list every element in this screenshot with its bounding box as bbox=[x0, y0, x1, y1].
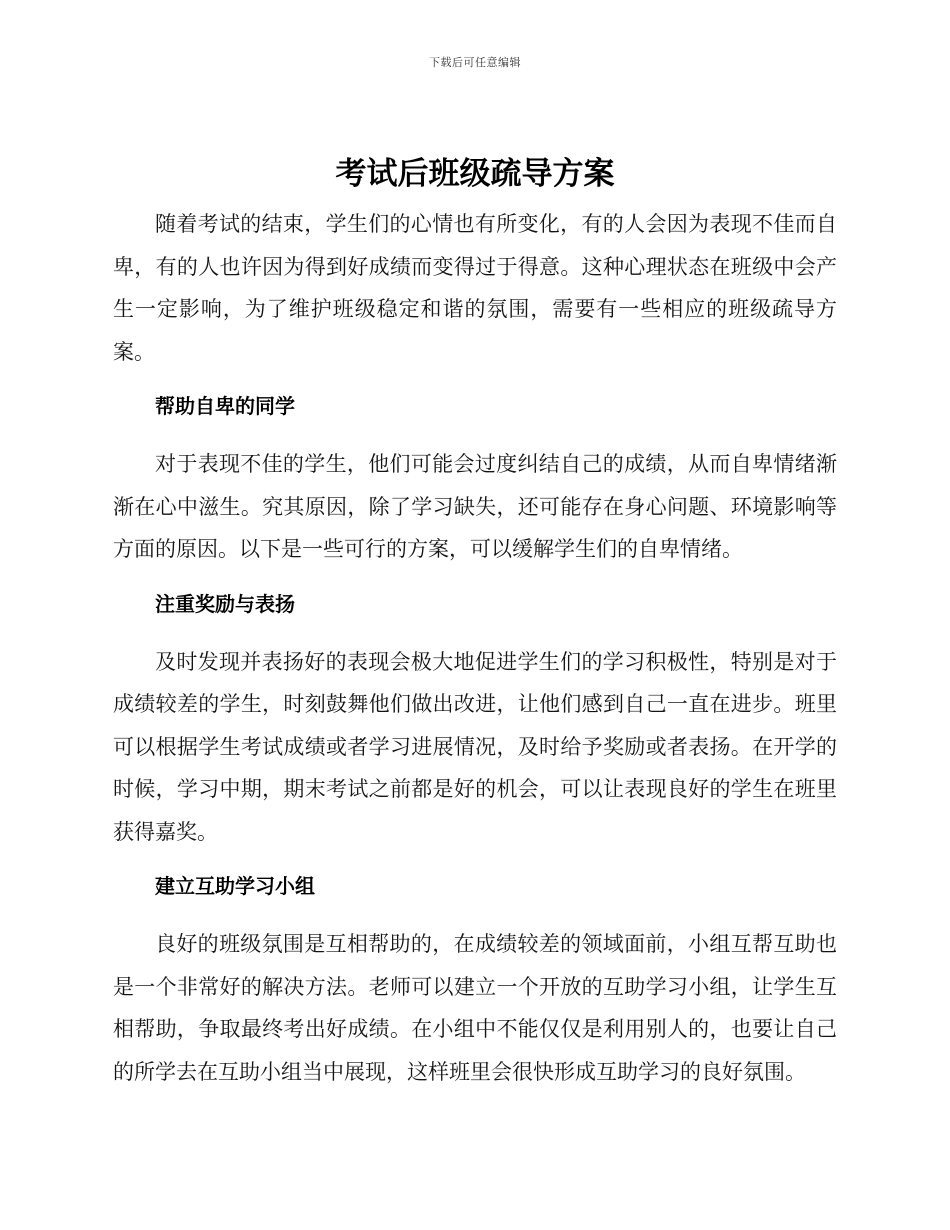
section-paragraph: 及时发现并表扬好的表现会极大地促进学生们的学习积极性，特别是对于成绩较差的学生，时刻鼓舞他们做出改进，让他们感到自己一直在进步。班里可以根据学生考试成绩或者学习进展情况，及时给予奖励或者表扬。在开学的时候，学习中期，期末考试之前都是好的机会，可以让表现良好的学生在班里获得嘉奖。 bbox=[113, 649, 837, 844]
section-reward-praise bbox=[113, 583, 837, 854]
document-title: 考试后班级疏导方案 bbox=[335, 156, 615, 192]
document-body bbox=[113, 203, 837, 1093]
section-heading: 帮助自卑的同学 bbox=[155, 394, 295, 418]
section-heading: 建立互助学习小组 bbox=[155, 874, 315, 898]
section-study-group bbox=[113, 865, 837, 1093]
section-heading: 注重奖励与表扬 bbox=[155, 591, 295, 616]
header-note: 下载后可任意编辑 bbox=[429, 56, 521, 69]
section-paragraph: 良好的班级氛围是互相帮助的，在成绩较差的领域面前，小组互帮互助也是一个非常好的解决方法。老师可以建立一个开放的互助学习小组，让学生互相帮助，争取最终考出好成绩。在小组中不能仅仅是利用别人的，也要让自己的所学去在互助小组当中展现，这样班里会很快形成互助学习的良好氛围。 bbox=[113, 932, 837, 1084]
section-self-esteem bbox=[113, 385, 837, 571]
intro-paragraph: 随着考试的结束，学生们的心情也有所变化，有的人会因为表现不佳而自卑，有的人也许因为得到好成绩而变得过于得意。这种心理状态在班级中会产生一定影响，为了维护班级稳定和谐的氛围，需要有一些相应的班级疏导方案。 bbox=[113, 212, 837, 364]
section-paragraph: 对于表现不佳的学生，他们可能会过度纠结自己的成绩，从而自卑情绪渐渐在心中滋生。究其原因，除了学习缺失，还可能存在身心问题、环境影响等方面的原因。以下是一些可行的方案，可以缓解学生们的自卑情绪。 bbox=[113, 452, 837, 561]
